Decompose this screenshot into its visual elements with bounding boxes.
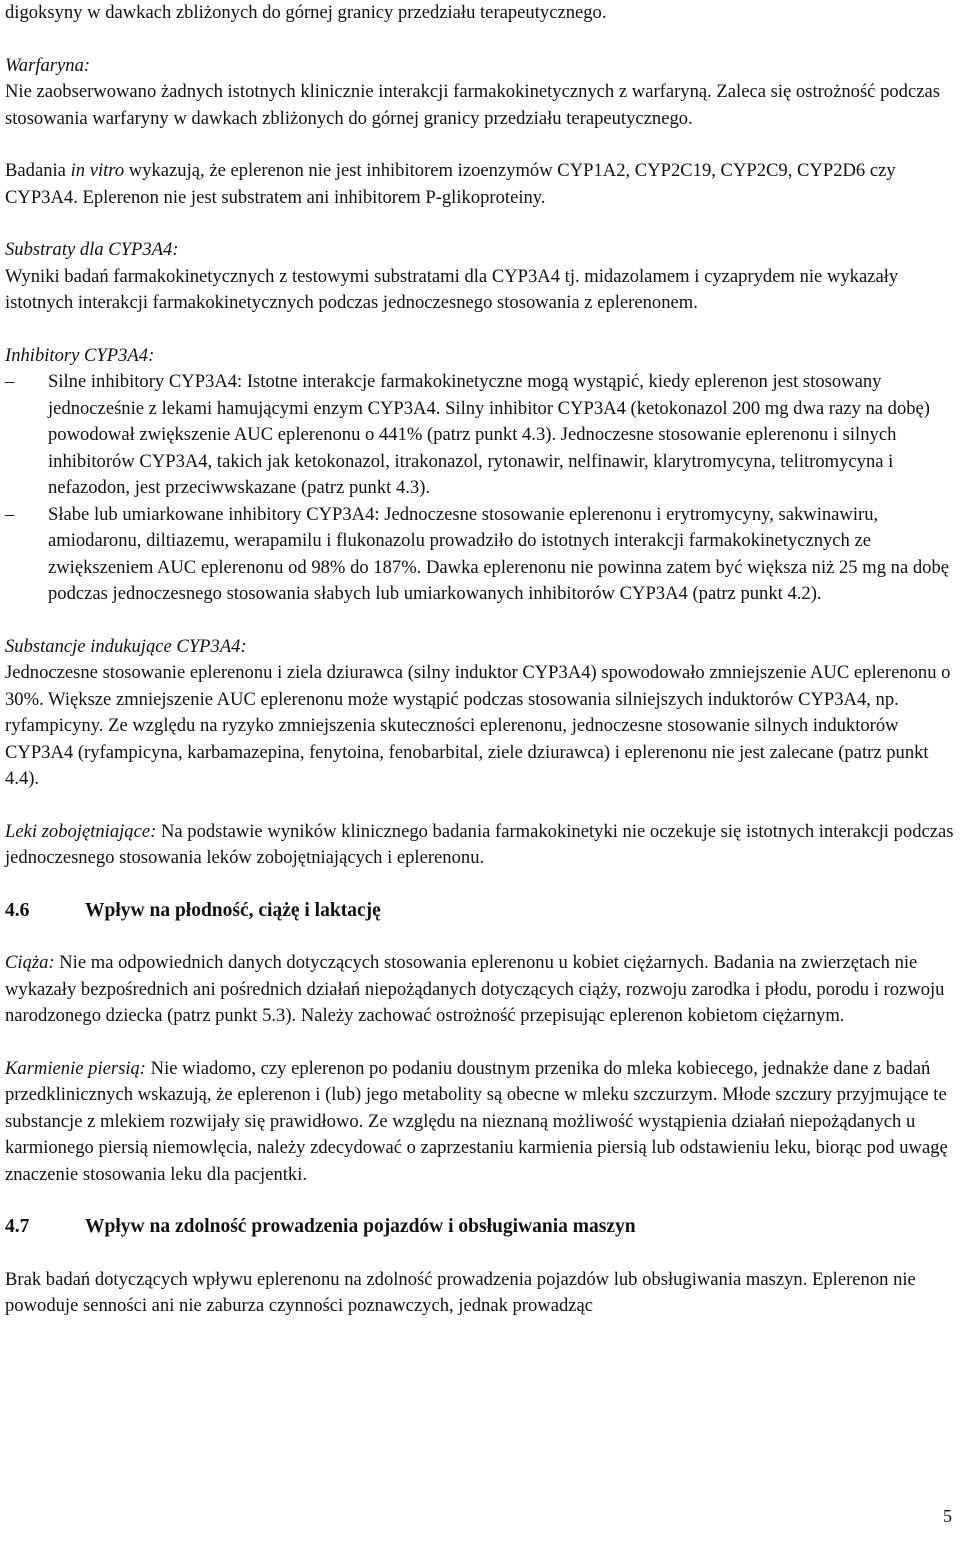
section-inhibitors	[5, 343, 955, 608]
section-number: 4.7	[5, 1216, 30, 1237]
antacids-label: Leki zobojętniające:	[5, 820, 157, 842]
list-item-strong-inhibitors	[5, 369, 955, 502]
strong-inhibitors-text: Silne inhibitory CYP3A4: Istotne interakcje farmakokinetyczne mogą wystąpić, kiedy eplerenon jest stosowany jednocześnie z lekami hamującymi enzym CYP3A4. Silny inhibitor CYP3A4 (ketokonazol 200 mg dwa razy na dobę) powodował zwiększenie AUC eplerenonu o 441% (patrz punkt 4.3). Jednoczesne stosowanie eplerenonu i silnych inhibitorów CYP3A4, takich jak ketokonazol, itrakonazol, rytonawir, nelfinawir, klarytromycyna, telitromycyna i nefazodon, jest przeciwwskazane (patrz punkt 4.3).	[48, 371, 930, 498]
section-inducers	[5, 634, 955, 793]
paragraph-digoxin: digoksyny w dawkach zbliżonych do górnej granicy przedziału terapeutycznego.	[5, 2, 607, 23]
dash-bullet: –	[5, 503, 15, 525]
section-warfarin	[5, 53, 955, 133]
in-vitro-italic: in vitro	[70, 160, 125, 181]
section-title: Wpływ na płodność, ciążę i laktację	[85, 899, 381, 921]
section-heading-4-7	[5, 1214, 955, 1241]
antacids-text: Na podstawie wyników klinicznego badania farmakokinetyki nie oczekuje się istotnych interakcji podczas jednoczesnego stosowania leków zobojętniających i eplerenonu.	[5, 820, 954, 868]
warfarin-text: Nie zaobserwowano żadnych istotnych klinicznie interakcji farmakokinetycznych z warfaryną. Zaleca się ostrożność podczas stosowania warfaryny w dawkach zbliżonych do górnej granicy przedziału terapeutycznego.	[5, 81, 940, 129]
section-title: Wpływ na zdolność prowadzenia pojazdów i obsługiwania maszyn	[85, 1216, 636, 1237]
paragraph-in-vitro	[5, 158, 955, 211]
inhibitors-label: Inhibitory CYP3A4:	[5, 344, 155, 366]
paragraph-driving: Brak badań dotyczących wpływu eplerenonu na zdolność prowadzenia pojazdów lub obsługiwania maszyn. Eplerenon nie powoduje senności ani nie zaburza czynności poznawczych, jednak prowadząc	[5, 1268, 916, 1316]
dash-bullet: –	[5, 371, 15, 392]
warfarin-label: Warfaryna:	[5, 54, 91, 76]
paragraph-antacids	[5, 819, 955, 872]
in-vitro-pre: Badania	[5, 160, 71, 181]
breastfeeding-label: Karmienie piersią:	[5, 1057, 146, 1079]
in-vitro-post: wykazują, że eplerenon nie jest inhibitorem izoenzymów CYP1A2, CYP2C19, CYP2C9, CYP2D6 czy CYP3A4. Eplerenon nie jest substratem ani inhibitorem P-glikoproteiny.	[5, 160, 896, 208]
pregnancy-label: Ciąża:	[5, 952, 55, 973]
inducers-label: Substancje indukujące CYP3A4:	[5, 635, 247, 657]
paragraph-pregnancy	[5, 950, 955, 1030]
section-heading-4-6	[5, 898, 955, 925]
page-number: 5	[943, 1506, 952, 1526]
substrates-text: Wyniki badań farmakokinetycznych z testowymi substratami dla CYP3A4 tj. midazolamem i cyzaprydem nie wykazały istotnych interakcji farmakokinetycznych podczas jednoczesnego stosowania z eplerenonem.	[5, 265, 899, 313]
breastfeeding-text: Nie wiadomo, czy eplerenon po podaniu doustnym przenika do mleka kobiecego, jednakże dane z badań przedklinicznych wskazują, że eplerenon i (lub) jego metabolity są obecne w mleku szczurzym. Młode szczury przyjmujące te substancje z mlekiem rozwijały się prawidłowo. Ze względu na nieznaną możliwość wystąpienia działań niepożądanych u karmionego piersią niemowlęcia, należy zdecydować o zaprzestaniu karmienia piersią lub odstawieniu leku, biorąc pod uwagę znaczenie stosowania leku dla pacjentki.	[5, 1057, 948, 1185]
list-item-weak-inhibitors	[5, 502, 955, 608]
inducers-text: Jednoczesne stosowanie eplerenonu i ziela dziurawca (silny induktor CYP3A4) spowodowało zmniejszenie AUC eplerenonu o 30%. Większe zmniejszenie AUC eplerenonu może wystąpić podczas stosowania silniejszych induktorów CYP3A4, np. ryfampicyny. Ze względu na ryzyko zmniejszenia skuteczności eplerenonu, jednoczesne stosowanie silnych induktorów CYP3A4 (ryfampicyna, karbamazepina, fenytoina, fenobarbital, ziele dziurawca) i eplerenonu nie jest zalecane (patrz punkt 4.4).	[5, 662, 951, 789]
weak-inhibitors-text: Słabe lub umiarkowane inhibitory CYP3A4: Jednoczesne stosowanie eplerenonu i erytromycyny, sakwinawiru, amiodaronu, diltiazemu, werapamilu i flukonazolu prowadziło do istotnych interakcji farmakokinetycznych ze zwiększeniem AUC eplerenonu od 98% do 187%. Dawka eplerenonu nie powinna zatem być większa niż 25 mg na dobę podczas jednoczesnego stosowania słabych lub umiarkowanych inhibitorów CYP3A4 (patrz punkt 4.2).	[48, 503, 950, 604]
section-substrates	[5, 237, 955, 317]
paragraph-breastfeeding	[5, 1056, 955, 1189]
section-number: 4.6	[5, 899, 30, 921]
substrates-label: Substraty dla CYP3A4:	[5, 239, 179, 260]
pregnancy-text: Nie ma odpowiednich danych dotyczących stosowania eplerenonu u kobiet ciężarnych. Badania na zwierzętach nie wykazały bezpośrednich ani pośrednich działań niepożądanych dotyczących ciąży, rozwoju zarodka i płodu, porodu i rozwoju narodzonego dziecka (patrz punkt 5.3). Należy zachować ostrożność przepisując eplerenon kobietom ciężarnym.	[5, 952, 945, 1026]
document-page	[5, 0, 955, 1320]
